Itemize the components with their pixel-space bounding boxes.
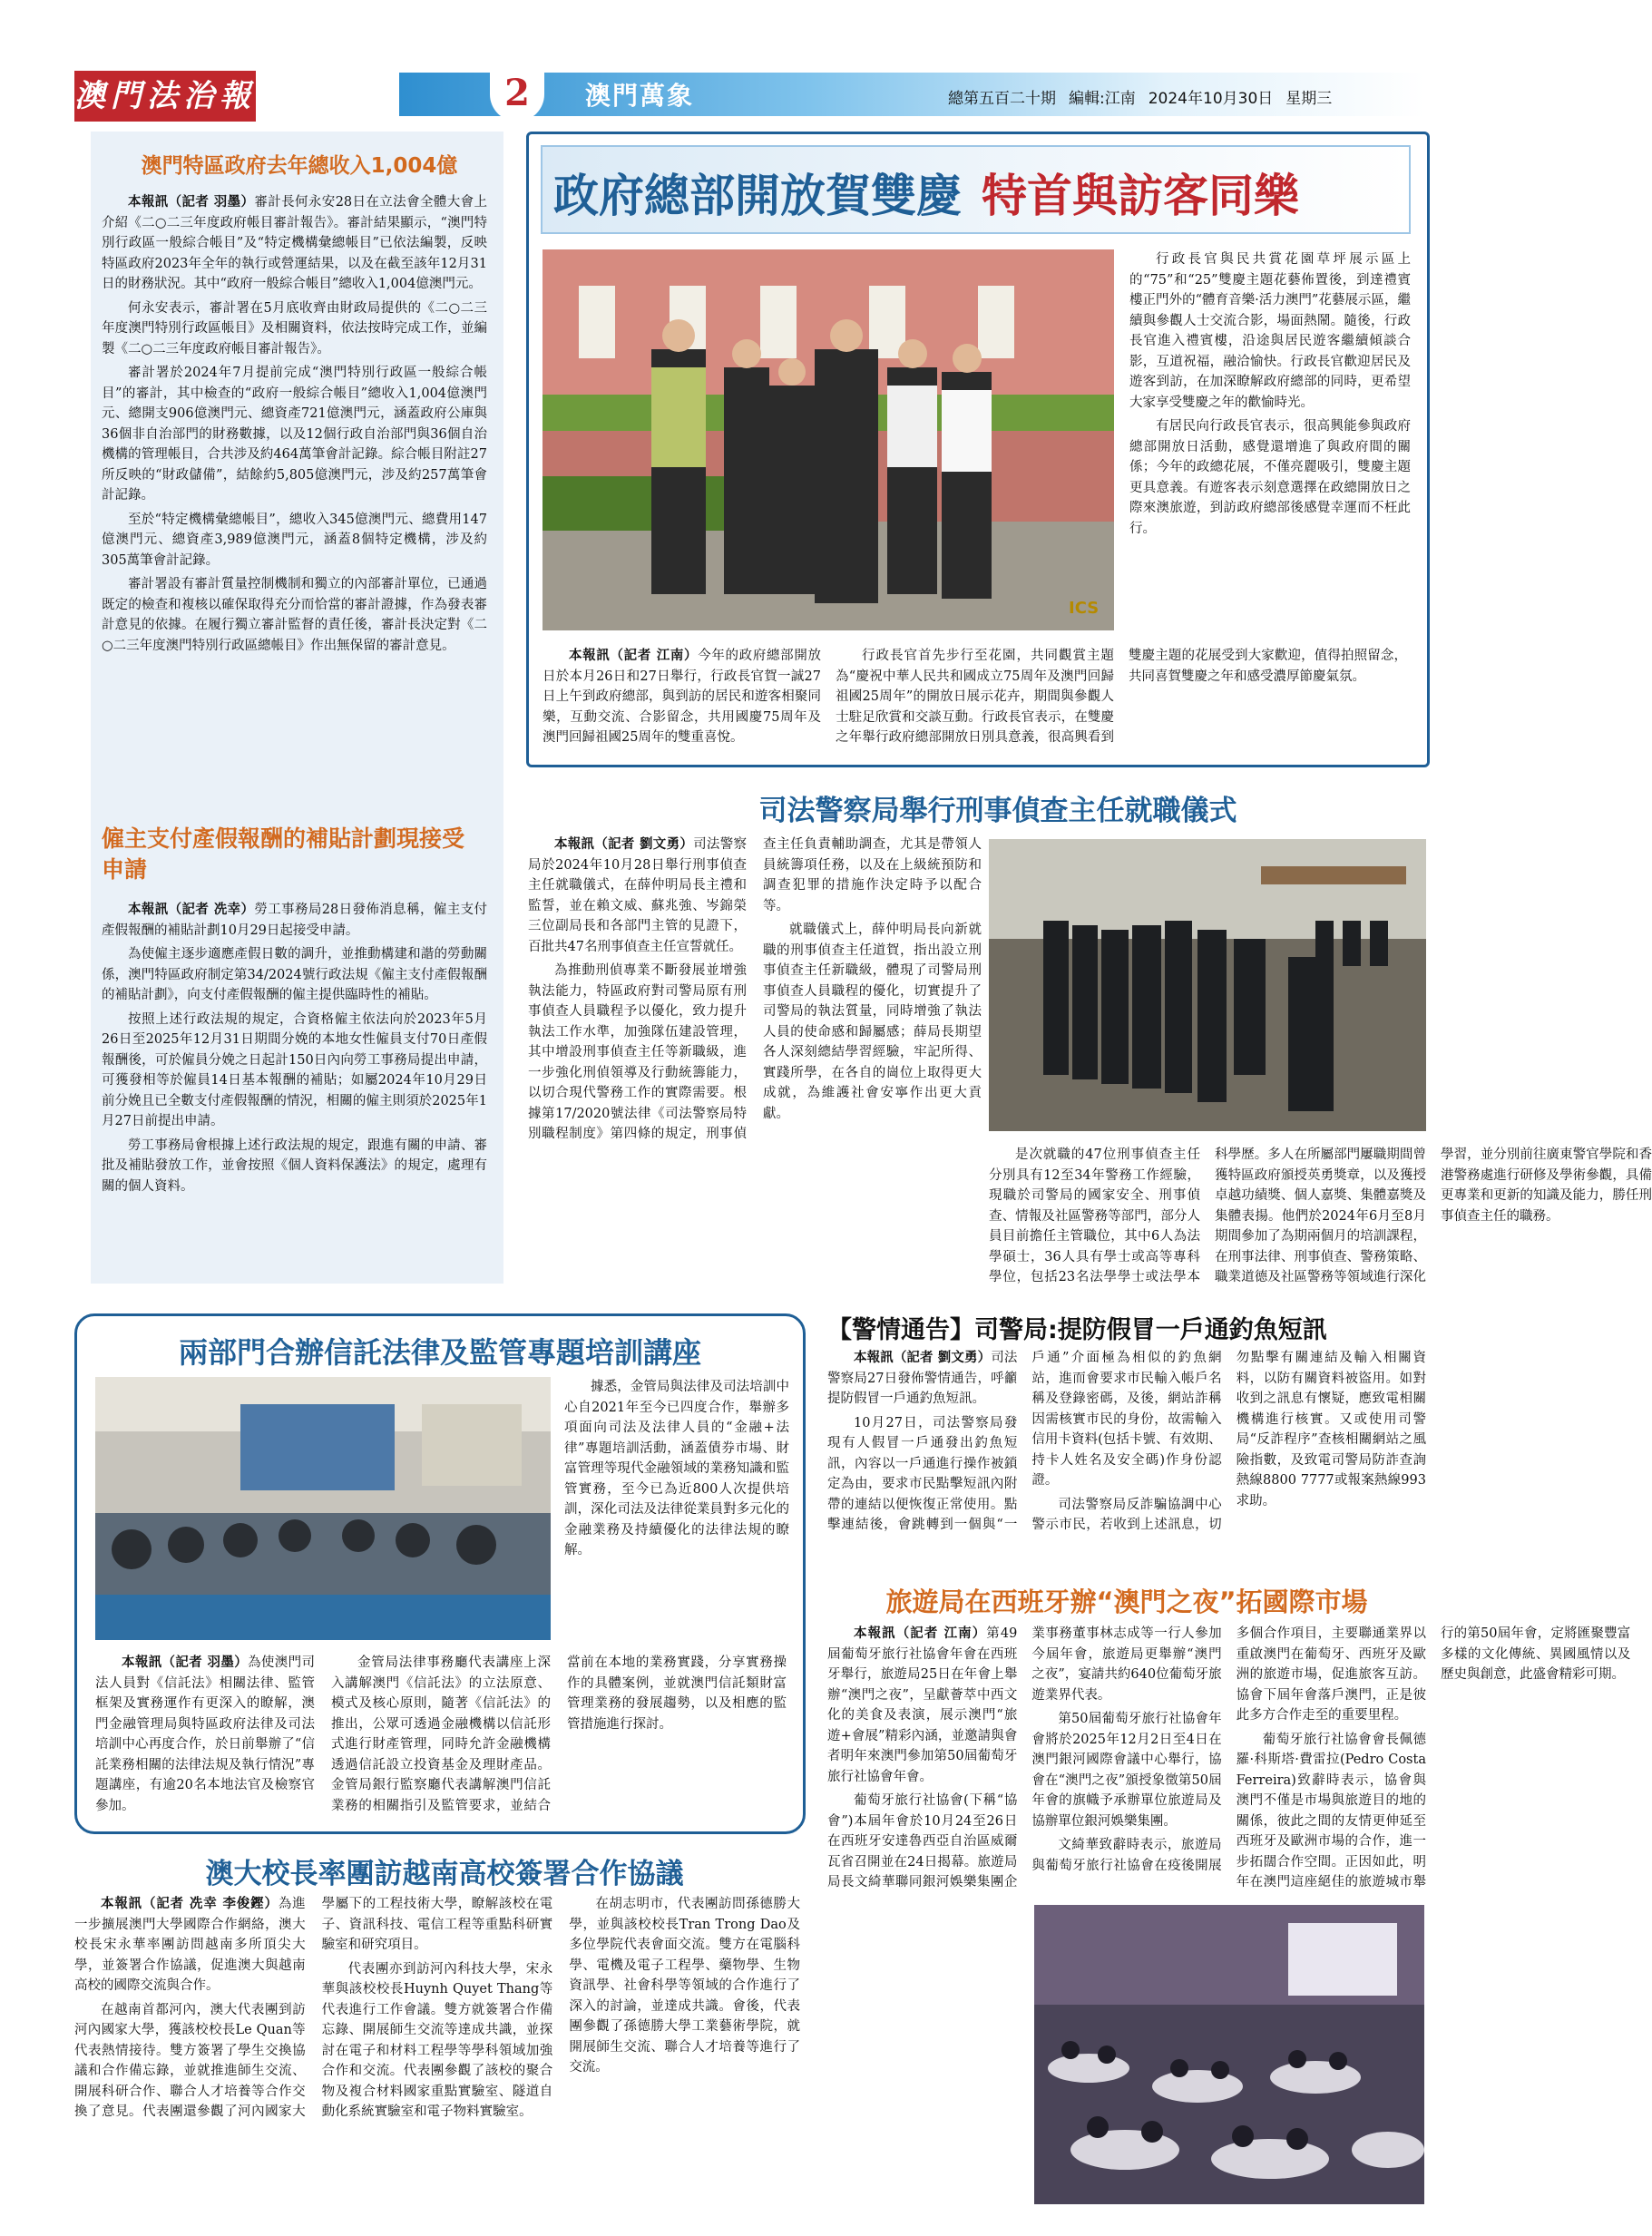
article-6-byline: 本報訊（記者 冼幸 李俊鏗） — [101, 1896, 279, 1911]
article-4-para: 為推動刑偵專業不斷發展並增強執法能力，特區政府對司警局原有刑事偵查人員職程予以優化，致力提升執法工作水準，加強隊伍建設管理，其中增設刑事偵查主任等新職級，進一步強化刑偵領導及行動統籌能力，以切合現代警務工作的實際需要。根據第17/2020號法律《司法警察局特別職程制度》第四條的規定，刑事偵查主任負責輔助調查，尤其是帶領人員統籌項任務，以及在上級統預防和調查犯罪的措施作決定時予以配合等。 — [528, 837, 982, 1141]
lecture-image — [95, 1377, 551, 1640]
article-2-para: 勞工事務局會根據上述行政法規的規定，跟進有關的申請、審批及補貼發放工作，並會按照《個人資料保護法》的規定，處理有關的個人資料。 — [102, 1138, 487, 1194]
article-6-para: 代表團亦到訪河內科技大學，宋永華與該校校長Huynh Quyet Thang等代表進行工作會議。雙方就簽署合作備忘錄、開展師生交流等達成共識，並探討在電子和材料工程學等學科領域加強合作和交流。代表團參觀了該校的聚合物及複合材料國家重點實驗室、隧道自動化系統實驗室和電子物料實驗室。 — [321, 1961, 553, 2119]
article-6-body — [74, 1894, 800, 2184]
article-3-body-b — [1129, 249, 1411, 748]
article-1-para: 審計長何永安28日在立法會全體大會上介紹《二○二三年度政府帳目審計報告》。審計結果顯示，“澳門特別行政區一般綜合帳目”及“特定機構彙總帳目”已依法編製，反映特區政府2023年全年的執行或營運結果，以及在截至該年12月31日的財務狀況。其中“政府一般綜合帳目”總收入1,004億澳門元。 — [102, 195, 487, 291]
police-ceremony-photo — [989, 839, 1426, 1131]
article-3-headline — [553, 160, 1299, 225]
article-2-para: 勞工事務局28日發佈消息稱，僱主支付產假報酬的補貼計劃10月29日起接受申請。 — [102, 903, 487, 938]
issue-number: 總第五百二十期 — [948, 90, 1056, 108]
article-2-para: 為使僱主逐步適應產假日數的調升，並推動構建和諧的勞動關係，澳門特區政府制定第34/2024號行政法規《僱主支付產假報酬的補貼計劃》，向支付產假報酬的僱主提供臨時性的補貼。 — [102, 947, 487, 1002]
article-5-headline: 兩部門合辦信託法律及監管專題培訓講座 — [178, 1335, 701, 1370]
article-1-body — [102, 192, 487, 659]
police-ceremony-image — [989, 839, 1426, 1131]
article-4-body — [528, 835, 982, 1288]
article-5-para: 為使澳門司法人員對《信託法》相關法律、監管框架及實務運作有更深入的瞭解，澳門金融管理局與特區政府法律及司法培訓中心再度合作，於日前舉辦了“信託業務相關的法律法規及執行情況”專題講座，有逾20名本地法官及檢察官參加。 — [95, 1655, 315, 1813]
editor-name: 編輯:江南 — [1069, 90, 1136, 108]
article-4-body-b — [989, 1145, 1652, 1288]
newspaper-logo: 澳門法治報 — [74, 71, 256, 122]
macao-night-photo — [1034, 1905, 1424, 2204]
article-8-headline: 旅遊局在西班牙辦“澳門之夜”拓國際市場 — [885, 1587, 1368, 1617]
article-8-byline: 本報訊（記者 江南） — [854, 1626, 987, 1641]
article-8-para: 文綺華致辭時表示，旅遊局與葡萄牙旅行社協會在疫後開展多個合作項目，主要聯通業界以重啟澳門在葡萄牙、西班牙及歐洲的旅遊市場，促進旅客互訪。協會下屆年會落戶澳門，正是彼此多方合作走至的重要里程。 — [1031, 1626, 1426, 1873]
article-5-byline: 本報訊（記者 羽墨） — [122, 1655, 249, 1670]
article-4-para: 司法警察局於2024年10月28日舉行刑事偵查主任就職儀式，在薛仲明局長主禮和監誓，並在賴文威、蘇兆強、岑錦榮三位副局長和各部門主管的見證下，百批共47名刑事偵查主任宣誓就任。 — [528, 837, 747, 954]
section-name: 澳門萬象 — [585, 81, 695, 111]
lead-photo — [543, 249, 1114, 630]
article-1-para: 何永安表示，審計署在5月底收齊由財政局提供的《二○二三年度澳門特別行政區帳目》及相關資料，依法按時完成工作，並編製《二○二三年度政府帳目審計報告》。 — [102, 300, 487, 356]
article-4-para: 就職儀式上，薛仲明局長向新就職的刑事偵查主任道賀，指出設立刑事偵查主任新職級，體現了司警局刑事偵查人員職程的優化，切實提升了司警局的執法質量，同時增強了執法人員的使命感和歸屬感；薛局長期望各人深刻總結學習經驗，牢記所得、實踐所學，在各自的崗位上取得更大成就，為維護社會安寧作出更大貢獻。 — [763, 923, 982, 1121]
article-3-para: 行政長官首先步行至花園，共同觀賞主題為“慶祝中華人民共和國成立75周年及澳門回歸祖國25周年”的開放日展示花卉，期間與參觀人士駐足欣賞和交談互動。行政長官表示，在雙慶之年舉行政府總部開放日別具意義，很高興看到雙慶主題的花展受到大家歡迎，值得拍照留念，共同喜賀雙慶之年和感受濃厚節慶氣氛。 — [836, 649, 1407, 745]
article-6-para: 在越南首都河內，澳大代表團到訪河內國家大學，獲該校校長Le Quan等代表熱情接待。雙方簽署了學生交換協議和合作備忘錄，並就推進師生交流、開展科研合作、聯合人才培養等合作交換了意見。代表團還參觀了河內國家大學屬下的工程技術大學，瞭解該校在電子、資訊科技、電信工程等重點科研實驗室和研究項目。 — [74, 1897, 553, 2119]
article-2-byline: 本報訊（記者 冼幸） — [128, 902, 255, 917]
article-4-byline: 本報訊（記者 劉文勇） — [554, 836, 694, 852]
article-7-headline: 【警情通告】司警局:提防假冒一戶通釣魚短訊 — [827, 1316, 1327, 1344]
lecture-photo — [95, 1377, 551, 1640]
article-1-para: 審計署於2024年7月提前完成“澳門特別行政區一般綜合帳目”的審計，其中檢查的“政府一般綜合帳目”總收入1,004億澳門元、總開支906億澳門元、總資產721億澳門元，涵蓋政府公庫與36個非自治部門的財務數據，以及12個行政自治部門與36個自治機構的管理帳目，合共涉及約464萬筆會計記錄。綜合帳目附註27所反映的“財政儲備”，結餘約5,805億澳門元，涉及約257萬筆會計記錄。 — [102, 366, 487, 503]
headline-part-2: 特首與訪客同樂 — [982, 170, 1299, 222]
article-5-body-a — [95, 1653, 787, 1816]
issue-info — [948, 85, 1344, 108]
article-5-para: 據悉，金管局與法律及司法培訓中心自2021年至今已四度合作，舉辦多項面向司法及法律人員的“金融+法律”專題培訓活動，涵蓋債券市場、財富管理等現代金融領域的業務知識和監管實務，至今已為近800人次提供培訓，深化司法及法律從業員對多元化的金融業務及持續優化的法律法規的瞭解。 — [564, 1380, 789, 1557]
issue-weekday: 星期三 — [1285, 90, 1333, 108]
article-7-body — [827, 1348, 1426, 1566]
article-1-para: 審計署設有審計質量控制機制和獨立的內部審計單位，已通過既定的檢查和複核以確保取得充分而恰當的審計證據，作為發表審計意見的依據。在履行獨立審計監督的責任後，審計長決定對《二○二三年度澳門特別行政區總帳目》作出無保留的審計意見。 — [102, 577, 487, 653]
headline-part-1: 政府總部開放賀雙慶 — [553, 170, 962, 222]
article-6-para: 在胡志明市，代表團訪問孫德勝大學，並與該校校長Tran Trong Dao及多位學院代表會面交流。雙方在電腦科學、電機及電子工程學、藥物學、生物資訊學、社會科學等領域的合作進行了深入的討論，並達成共識。會後，代表團參觀了孫德勝大學工業藝術學院，就開展師生交流、聯合人才培養等進行了交流。 — [569, 1897, 800, 2075]
page-number: 2 — [490, 65, 544, 122]
article-1-headline: 澳門特區政府去年總收入1,004億 — [141, 154, 458, 178]
article-7-para: 10月27日，司法警察局發現有人假冒一戶通發出釣魚短訊，內容以一戶通進行操作被鎖定為由，要求市民點擊短訊內附帶的連結以便恢復正常使用。點擊連結後，會跳轉到一個與“一戶通”介面極為相似的釣魚網站，進而會要求市民輸入帳戶名稱及登錄密碼，及後，網站詐稱因需核實市民的身份，故需輸入信用卡資料(包括卡號、有效期、持卡人姓名及安全碼)作身份認證。 — [827, 1351, 1222, 1532]
article-6-headline: 澳大校長率團訪越南高校簽署合作協議 — [205, 1858, 684, 1890]
article-8-para: 第49屆葡萄牙旅行社協會年會在西班牙舉行，旅遊局25日在年會上舉辦“澳門之夜”，呈獻薈萃中西文化的美食及表演，展示澳門“旅遊+會展”精彩內涵，並邀請與會者明年來澳門參加第50屆葡萄牙旅行社協會年會。 — [827, 1626, 1018, 1784]
article-3-para: 今年的政府總部開放日於本月26日和27日舉行，行政長官賀一誠27日上午到政府總部，與到訪的居民和遊客相聚同樂，互動交流、合影留念，共用國慶75周年及澳門回歸祖國25周年的雙重喜悅。 — [543, 649, 821, 745]
article-3-para: 有居民向行政長官表示，很高興能參與政府總部開放日活動，感覺還增進了與政府間的關係；今年的政總花展，不僅亮麗吸引，雙慶主題更具意義。有遊客表示刻意選擇在政總開放日之際來澳旅遊，到訪政府總部後感覺幸運而不枉此行。 — [1129, 419, 1411, 536]
article-4-para: 是次就職的47位刑事偵查主任分別具有12至34年警務工作經驗，現職於司警局的國家安全、刑事偵查、情報及社區警務等部門，部分人員目前擔任主管職位，其中6人為法學碩士，36人具有學士或高等專科學位，包括23名法學學士或法學本科學歷。多人在所屬部門屢職期間曾獲特區政府頒授英勇獎章，以及獲授卓越功績獎、個人嘉獎、集體嘉獎及集體表揚。他們於2024年6月至8月期間參加了為期兩個月的培訓課程，在刑事法律、刑事偵查、警務策略、職業道德及社區警務等領域進行深化學習，並分別前往廣東警官學院和香港警務處進行研修及學術參觀，具備更專業和更新的知識及能力，勝任刑事偵查主任的職務。 — [989, 1147, 1652, 1284]
article-2-para: 按照上述行政法規的規定，合資格僱主依法向於2023年5月26日至2025年12月31日期間分娩的本地女性僱員支付70日產假報酬後，可於僱員分娩之日起計150日內向勞工事務局提出申請，可獲發相等於僱員14日基本報酬的補貼；如屬2024年10月29日前分娩且已全數支付產假報酬的情況，相關的僱主則須於2025年1月27日前提出申請。 — [102, 1011, 487, 1128]
article-2-headline: 僱主支付產假報酬的補貼計劃現接受申請 — [102, 825, 465, 883]
article-8-para: 葡萄牙旅行社協會(下稱“協會”)本屆年會於10月24至26日在西班牙安達魯西亞自治區威爾瓦省召開並在24日揭幕。旅遊局局長文綺華聯同銀河娛樂集團企業事務董事林志成等一行人參加今屆年會，旅遊局更舉辦“澳門之夜”，宴請共約640位葡萄牙旅遊業界代表。 — [827, 1626, 1222, 1889]
article-2-body — [102, 900, 487, 1200]
article-7-para: 司法警察局27日發佈警情通告，呼籲提防假冒一戶通釣魚短訊。 — [827, 1351, 1018, 1406]
issue-date: 2024年10月30日 — [1148, 90, 1274, 108]
article-5-para: 金管局法律事務廳代表講座上深入講解澳門《信託法》的立法原意、模式及核心原則，隨著《信託法》的推出，公眾可透過金融機構以信託形式進行財產管理，同時允許金融機構透過信託設立投資基金及理財產品。金管局銀行監察廳代表講解澳門信託業務的相關指引及監管要求，並結合當前在本地的業務實踐，分享實務操作的具體案例，並就澳門信託類財富管理業務的發展趨勢，以及相應的監管措施進行探討。 — [331, 1655, 787, 1813]
article-4-headline: 司法警察局舉行刑事偵查主任就職儀式 — [758, 795, 1237, 827]
article-3-para: 行政長官與民共賞花園草坪展示區上的“75”和“25”雙慶主題花藝佈置後，到達禮賓樓正門外的“體育音樂·活力澳門”花藝展示區，繼續與參觀人士交流合影，場面熱鬧。隨後，行政長官進入禮賓樓，沿途與居民遊客繼續傾談合影，互道祝福，融洽愉快。行政長官歡迎居民及遊客到訪，在加深瞭解政府總部的同時，更希望大家享受雙慶之年的歡愉時光。 — [1129, 252, 1411, 410]
article-1-byline: 本報訊（記者 羽墨） — [128, 194, 255, 210]
article-5-body-b — [564, 1377, 789, 1816]
article-8-para: 第50屆葡萄牙旅行社協會年會將於2025年12月2日至4日在澳門銀河國際會議中心舉行，協會在“澳門之夜”頒授象徵第50屆年會的旗幟予承辦單位旅遊局及協辦單位銀河娛樂集團。 — [1031, 1712, 1222, 1829]
article-7-byline: 本報訊（記者 劉文勇） — [854, 1350, 992, 1365]
article-3-byline: 本報訊（記者 江南） — [569, 648, 699, 663]
article-1-para: 至於“特定機構彙總帳目”，總收入345億澳門元、總費用147億澳門元、總資產3,989億澳門元，涵蓋8個特定機構，涉及約305萬筆會計記錄。 — [102, 512, 487, 568]
article-8-para: 葡萄牙旅行社協會會長佩德羅·科斯塔·費雷拉(Pedro Costa Ferreira)致辭時表示，協會與澳門不僅是市場與旅遊目的地的關係，彼此之間的友情更伸延至西班牙及歐洲市場的合作，進一步拓闊合作空間。正因如此，明年在澳門這座絕佳的旅遊城市舉行的第50屆年會，定將匯聚豐富多樣的文化傳統、異國風情以及歷史與創意，此盛會精彩可期。 — [1236, 1626, 1631, 1889]
article-8-body — [827, 1624, 1631, 1896]
article-3-body-a — [543, 646, 1407, 753]
lead-photo-image — [543, 249, 1114, 630]
photo-credit-mark: ICS — [1069, 599, 1100, 618]
macao-night-image — [1034, 1905, 1424, 2204]
article-7-para: 司法警察局反詐騙協調中心警示市民，若收到上述訊息，切勿點擊有關連結及輸入相關資料，以防有關資料被盜用。如對收到之訊息有懷疑，應致電相關機構進行核實。又或使用司警局“反詐程序”查核相關網站之風險指數，及致電司警局防詐查詢熱線8800 7777或報案熱線993求助。 — [1031, 1351, 1426, 1532]
article-6-para: 為進一步擴展澳門大學國際合作網絡，澳大校長宋永華率團訪問越南多所頂尖大學，並簽署合作協議，促進澳大與越南高校的國際交流與合作。 — [74, 1897, 306, 1993]
